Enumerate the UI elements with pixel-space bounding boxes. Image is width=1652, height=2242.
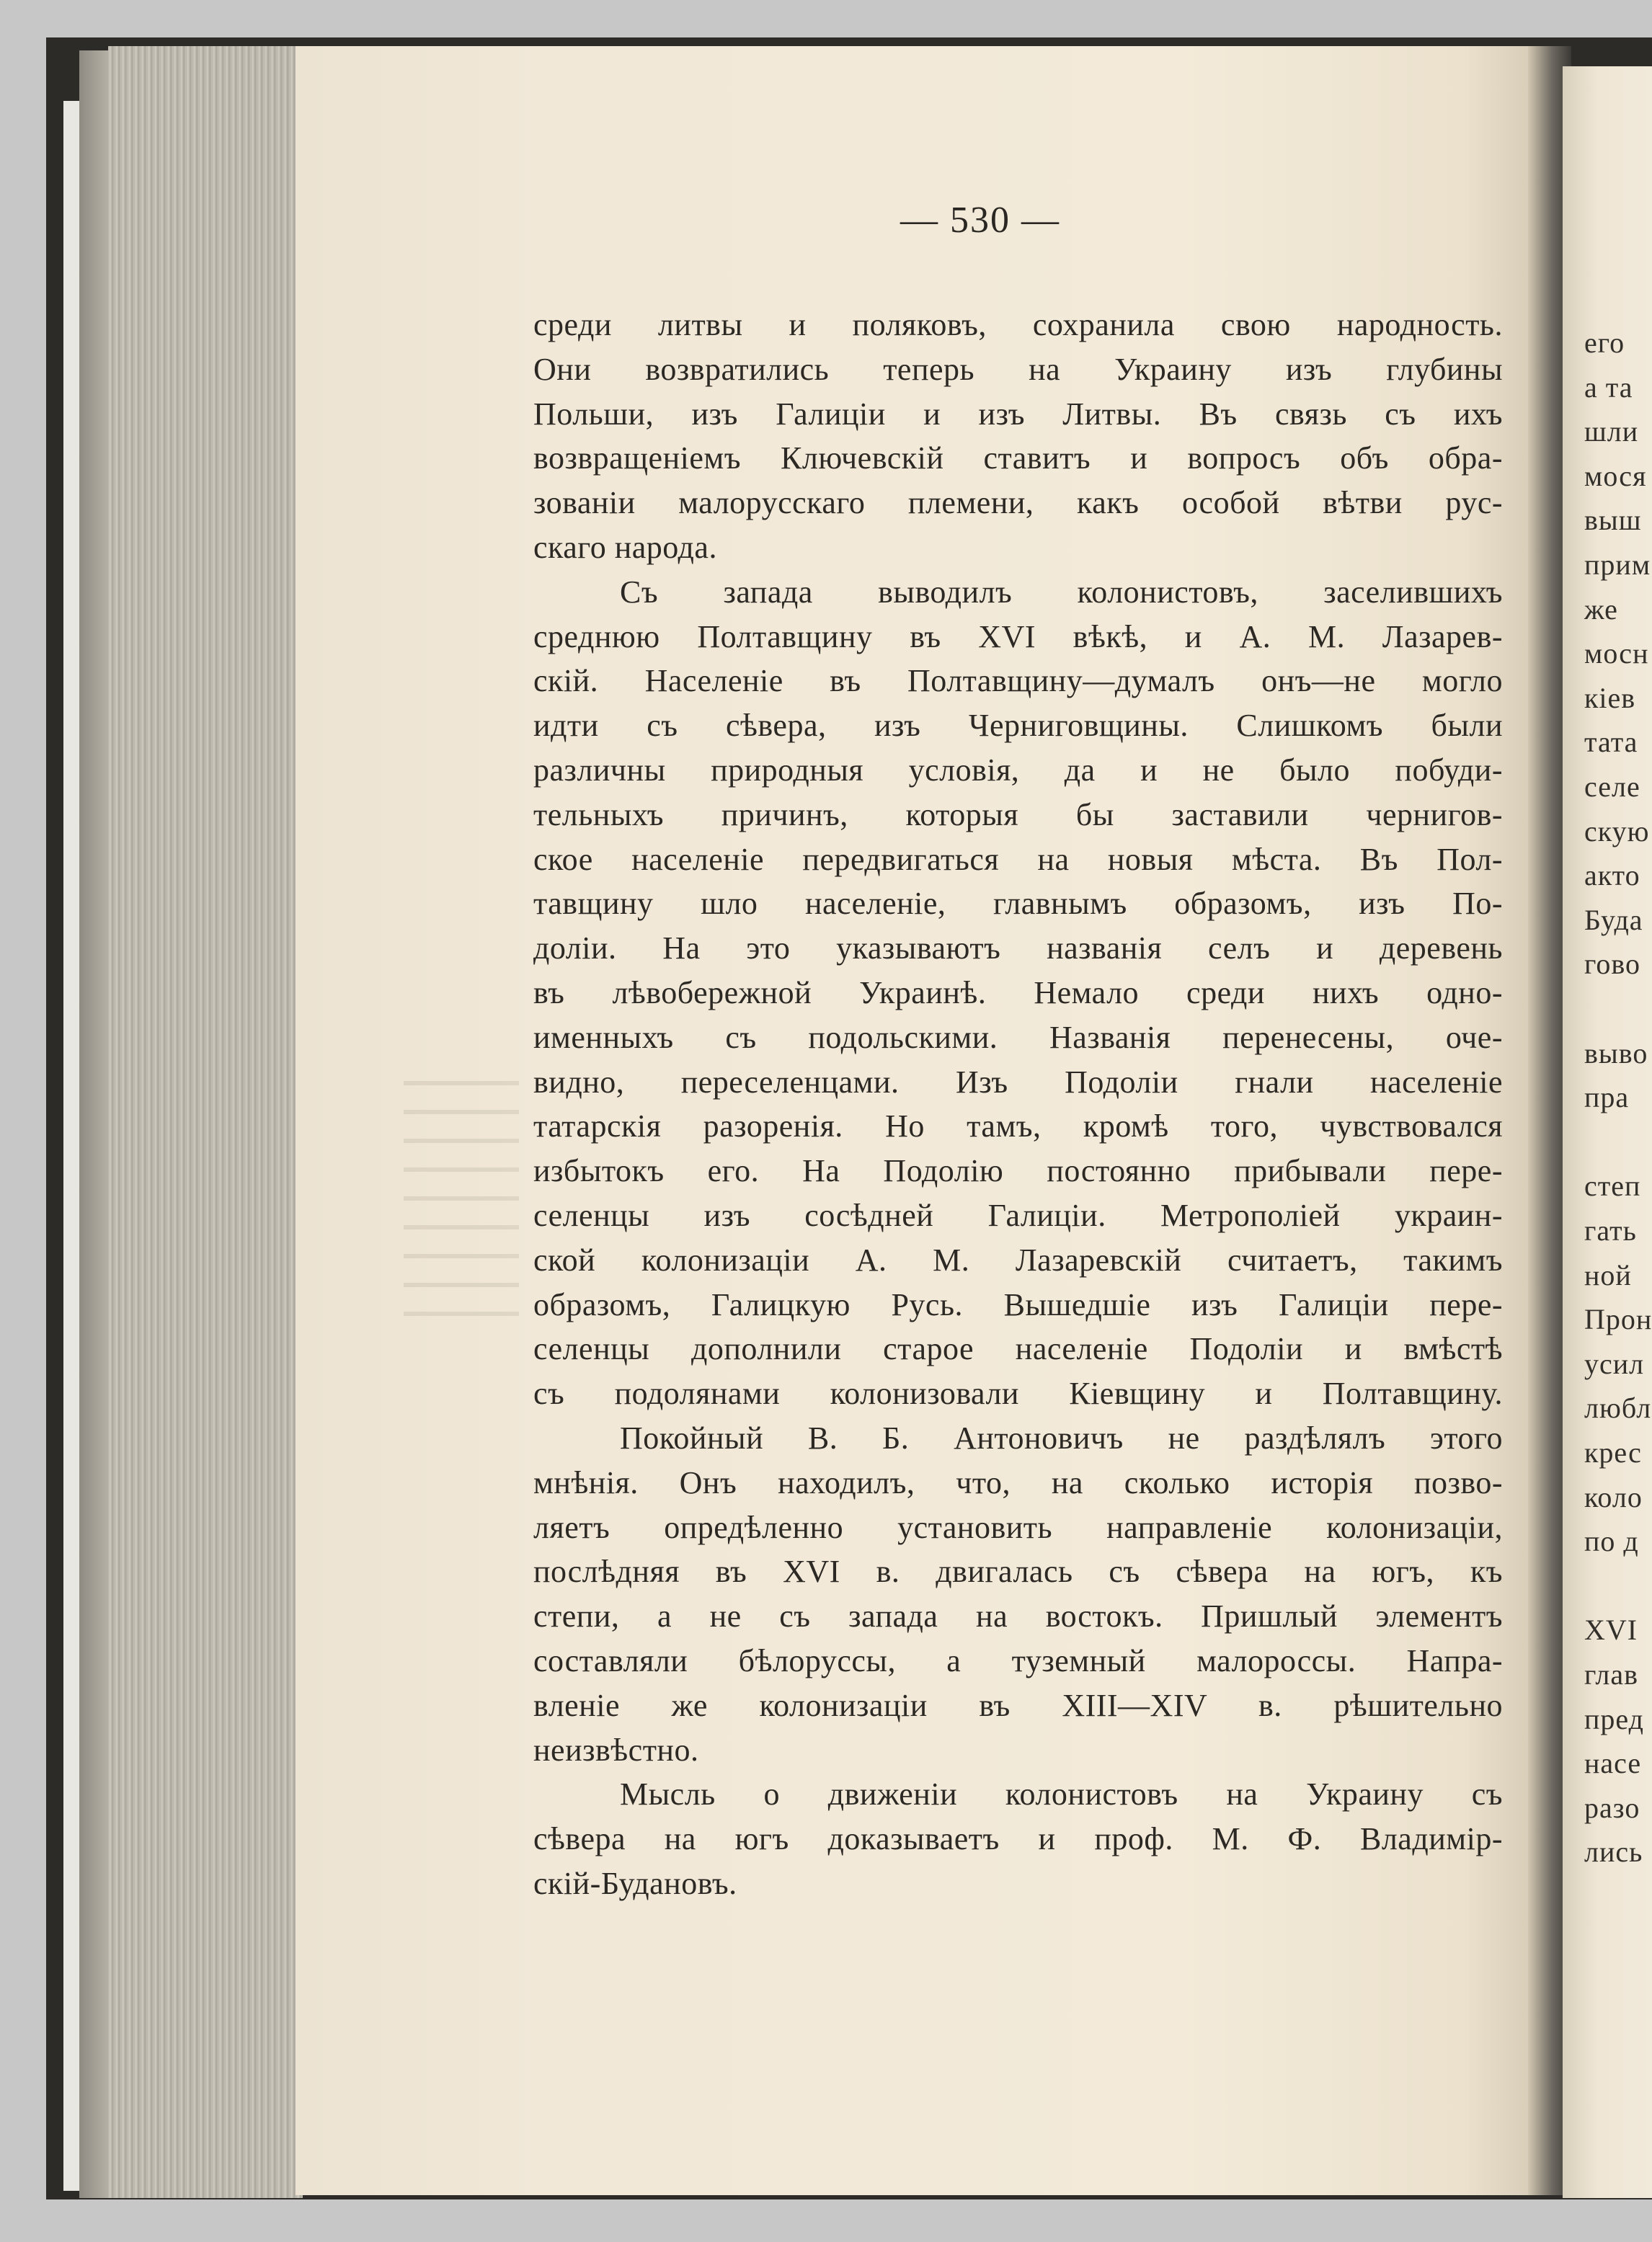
adjacent-page-fragment: усил [1584,1347,1645,1380]
text-line: образомъ, Галицкую Русь. Вышедшіе изъ Галиціи пере- [533,1286,1503,1322]
adjacent-page-fragment: акто [1584,859,1640,892]
text-line: Они возвратились теперь на Украину изъ глубины [533,351,1503,387]
text-line: съ подолянами колонизовали Кіевщину и Полтавщину. [533,1376,1503,1412]
text-line: сѣвера на югъ доказываетъ и проф. М. Ф. Владимір- [533,1821,1503,1857]
adjacent-page-fragment: насе [1584,1747,1642,1780]
adjacent-page-fragment: гать [1584,1214,1637,1247]
text-line: составляли бѣлоруссы, а туземный малороссы. Напра- [533,1643,1503,1678]
text-line: Мысль о движеніи колонистовъ на Украину съ [620,1776,1503,1812]
text-line: тавщину шло населеніе, главнымъ образомъ, изъ По- [533,886,1503,922]
adjacent-page-fragment: XVI [1584,1614,1638,1647]
text-line: тельныхъ причинъ, которыя бы заставили чернигов- [533,796,1503,832]
text-line: избытокъ его. На Подолію постоянно прибывали пере- [533,1153,1503,1189]
text-line: видно, переселенцами. Изъ Подоліи гнали населеніе [533,1064,1503,1100]
adjacent-page-fragment: лись [1584,1836,1643,1869]
adjacent-page-fragment: выво [1584,1036,1648,1069]
page-number: — 530 — [900,200,1060,241]
text-line: идти съ сѣвера, изъ Черниговщины. Слишкомъ были [533,708,1503,744]
adjacent-page-fragment: тата [1584,726,1638,759]
adjacent-page-fragment: мося [1584,459,1647,492]
text-line: скаго народа. [533,530,717,565]
text-line: ское населеніе передвигаться на новыя мѣста. Въ Пол- [533,841,1503,877]
text-line: среди литвы и поляковъ, сохранила свою народность. [533,307,1503,342]
text-line: мнѣнія. Онъ находилъ, что, на сколько исторія позво- [533,1464,1503,1500]
text-line: неизвѣстно. [533,1732,699,1768]
text-line: доліи. На это указываютъ названія селъ и деревень [533,930,1503,966]
adjacent-page-fragment: глав [1584,1658,1638,1691]
text-line: татарскія разоренія. Но тамъ, кромѣ того, чувствовался [533,1108,1503,1144]
adjacent-page-fragment: кіев [1584,681,1636,714]
text-line: селенцы дополнили старое населеніе Подоліи и вмѣстѣ [533,1331,1503,1367]
text-line: ской колонизаціи А. М. Лазаревскій считаетъ, такимъ [533,1242,1503,1278]
adjacent-page-fragment: же [1584,592,1618,626]
text-line: селенцы изъ сосѣдней Галиціи. Метрополіей украин- [533,1198,1503,1233]
adjacent-page-fragment: Прон [1584,1303,1652,1336]
adjacent-page-fragment: разо [1584,1791,1640,1824]
text-line: степи, а не съ запада на востокъ. Пришлый элементъ [533,1598,1503,1634]
adjacent-page-fragment: пра [1584,1081,1630,1114]
adjacent-page-fragment: его [1584,326,1625,359]
adjacent-page-fragment: скую [1584,814,1650,848]
adjacent-page-fragment: прим [1584,548,1651,581]
book-page-edges [108,46,303,2198]
text-line: скій-Будановъ. [533,1866,737,1901]
text-line: ляетъ опредѣленно установить направленіе колонизаціи, [533,1509,1503,1545]
text-line: среднюю Полтавщину въ XVI вѣкѣ, и А. М. Лазарев- [533,618,1503,654]
adjacent-page-fragment: любл [1584,1392,1652,1425]
adjacent-page-fragment: степ [1584,1170,1641,1203]
adjacent-page-fragment: гово [1584,948,1641,981]
text-line: различны природныя условія, да и не было побуди- [533,752,1503,788]
text-line: въ лѣвобережной Украинѣ. Немало среди нихъ одно- [533,975,1503,1010]
text-line: послѣдняя въ XVI в. двигалась съ сѣвера на югъ, къ [533,1554,1503,1590]
adjacent-page-fragment: ной [1584,1258,1632,1291]
text-line: вленіе же колонизаціи въ XIII—XIV в. рѣшительно [533,1687,1503,1723]
text-line: Съ запада выводилъ колонистовъ, заселившихъ [620,574,1503,610]
bleed-through-marks [404,1081,519,1326]
adjacent-page-fragment: шли [1584,415,1639,448]
adjacent-page-fragment: селе [1584,770,1640,803]
text-line: скій. Населеніе въ Полтавщину—думалъ онъ—не могло [533,663,1503,699]
text-line: зованіи малорусскаго племени, какъ особой вѣтви рус- [533,485,1503,521]
text-line: именныхъ съ подольскими. Названія перенесены, оче- [533,1019,1503,1055]
adjacent-page-fragment: коло [1584,1480,1643,1513]
text-line: Польши, изъ Галиціи и изъ Литвы. Въ связь съ ихъ [533,396,1503,432]
adjacent-page [1563,66,1652,2198]
adjacent-page-fragment: пред [1584,1702,1644,1735]
adjacent-page-fragment: Буда [1584,903,1643,936]
adjacent-page-fragment: выш [1584,504,1642,537]
adjacent-page-fragment: крес [1584,1436,1642,1469]
text-line: Покойный В. Б. Антоновичъ не раздѣлялъ этого [620,1420,1503,1456]
adjacent-page-fragment: а та [1584,370,1633,404]
adjacent-page-fragment: по д [1584,1525,1639,1558]
text-line: возвращеніемъ Ключевскій ставитъ и вопросъ объ обра- [533,440,1503,476]
adjacent-page-fragment: мосн [1584,637,1649,670]
